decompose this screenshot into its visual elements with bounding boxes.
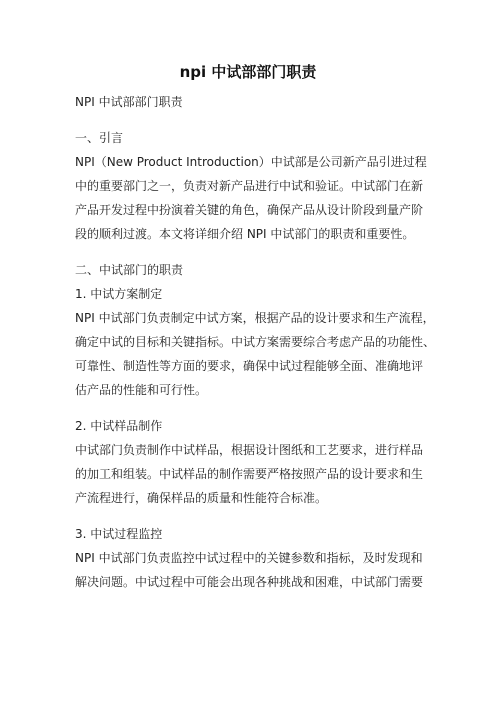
subsection-heading-samples: 2. 中试样品制作: [75, 419, 163, 433]
paragraph-line: 中试部门负责制作中试样品，根据设计图纸和工艺要求，进行样品: [75, 443, 424, 457]
paragraph-line: 的加工和组装。中试样品的制作需要严格按照产品的设计要求和生: [75, 467, 424, 481]
subsection-heading-monitoring: 3. 中试过程监控: [75, 527, 163, 541]
document-subtitle: NPI 中试部部门职责: [75, 95, 183, 109]
subsection-heading-plan: 1. 中试方案制定: [75, 287, 163, 301]
paragraph-line: 产流程进行，确保样品的质量和性能符合标准。: [75, 491, 328, 505]
paragraph-line: 可靠性、制造性等方面的要求，确保中试过程能够全面、准确地评: [75, 359, 424, 373]
section-heading-introduction: 一、引言: [75, 131, 124, 145]
paragraph-line: NPI（New Product Introduction）中试部是公司新产品引进过程: [75, 155, 427, 169]
paragraph-line: 确定中试的目标和关键指标。中试方案需要综合考虑产品的功能性、: [75, 335, 436, 349]
paragraph-line: 产品开发过程中扮演着关键的角色，确保产品从设计阶段到量产阶: [75, 203, 424, 217]
section-heading-responsibilities: 二、中试部门的职责: [75, 263, 184, 277]
paragraph-line: 段的顺利过渡。本文将详细介绍 NPI 中试部门的职责和重要性。: [75, 227, 415, 241]
paragraph-line: 中的重要部门之一，负责对新产品进行中试和验证。中试部门在新: [75, 179, 424, 193]
paragraph-line: NPI 中试部门负责监控中试过程中的关键参数和指标，及时发现和: [75, 551, 423, 565]
paragraph-line: 解决问题。中试过程中可能会出现各种挑战和困难，中试部门需要: [75, 575, 424, 589]
document-title: npi 中试部部门职责: [179, 63, 317, 81]
paragraph-line: NPI 中试部门负责制定中试方案，根据产品的设计要求和生产流程，: [75, 311, 435, 325]
paragraph-line: 估产品的性能和可行性。: [75, 383, 208, 397]
